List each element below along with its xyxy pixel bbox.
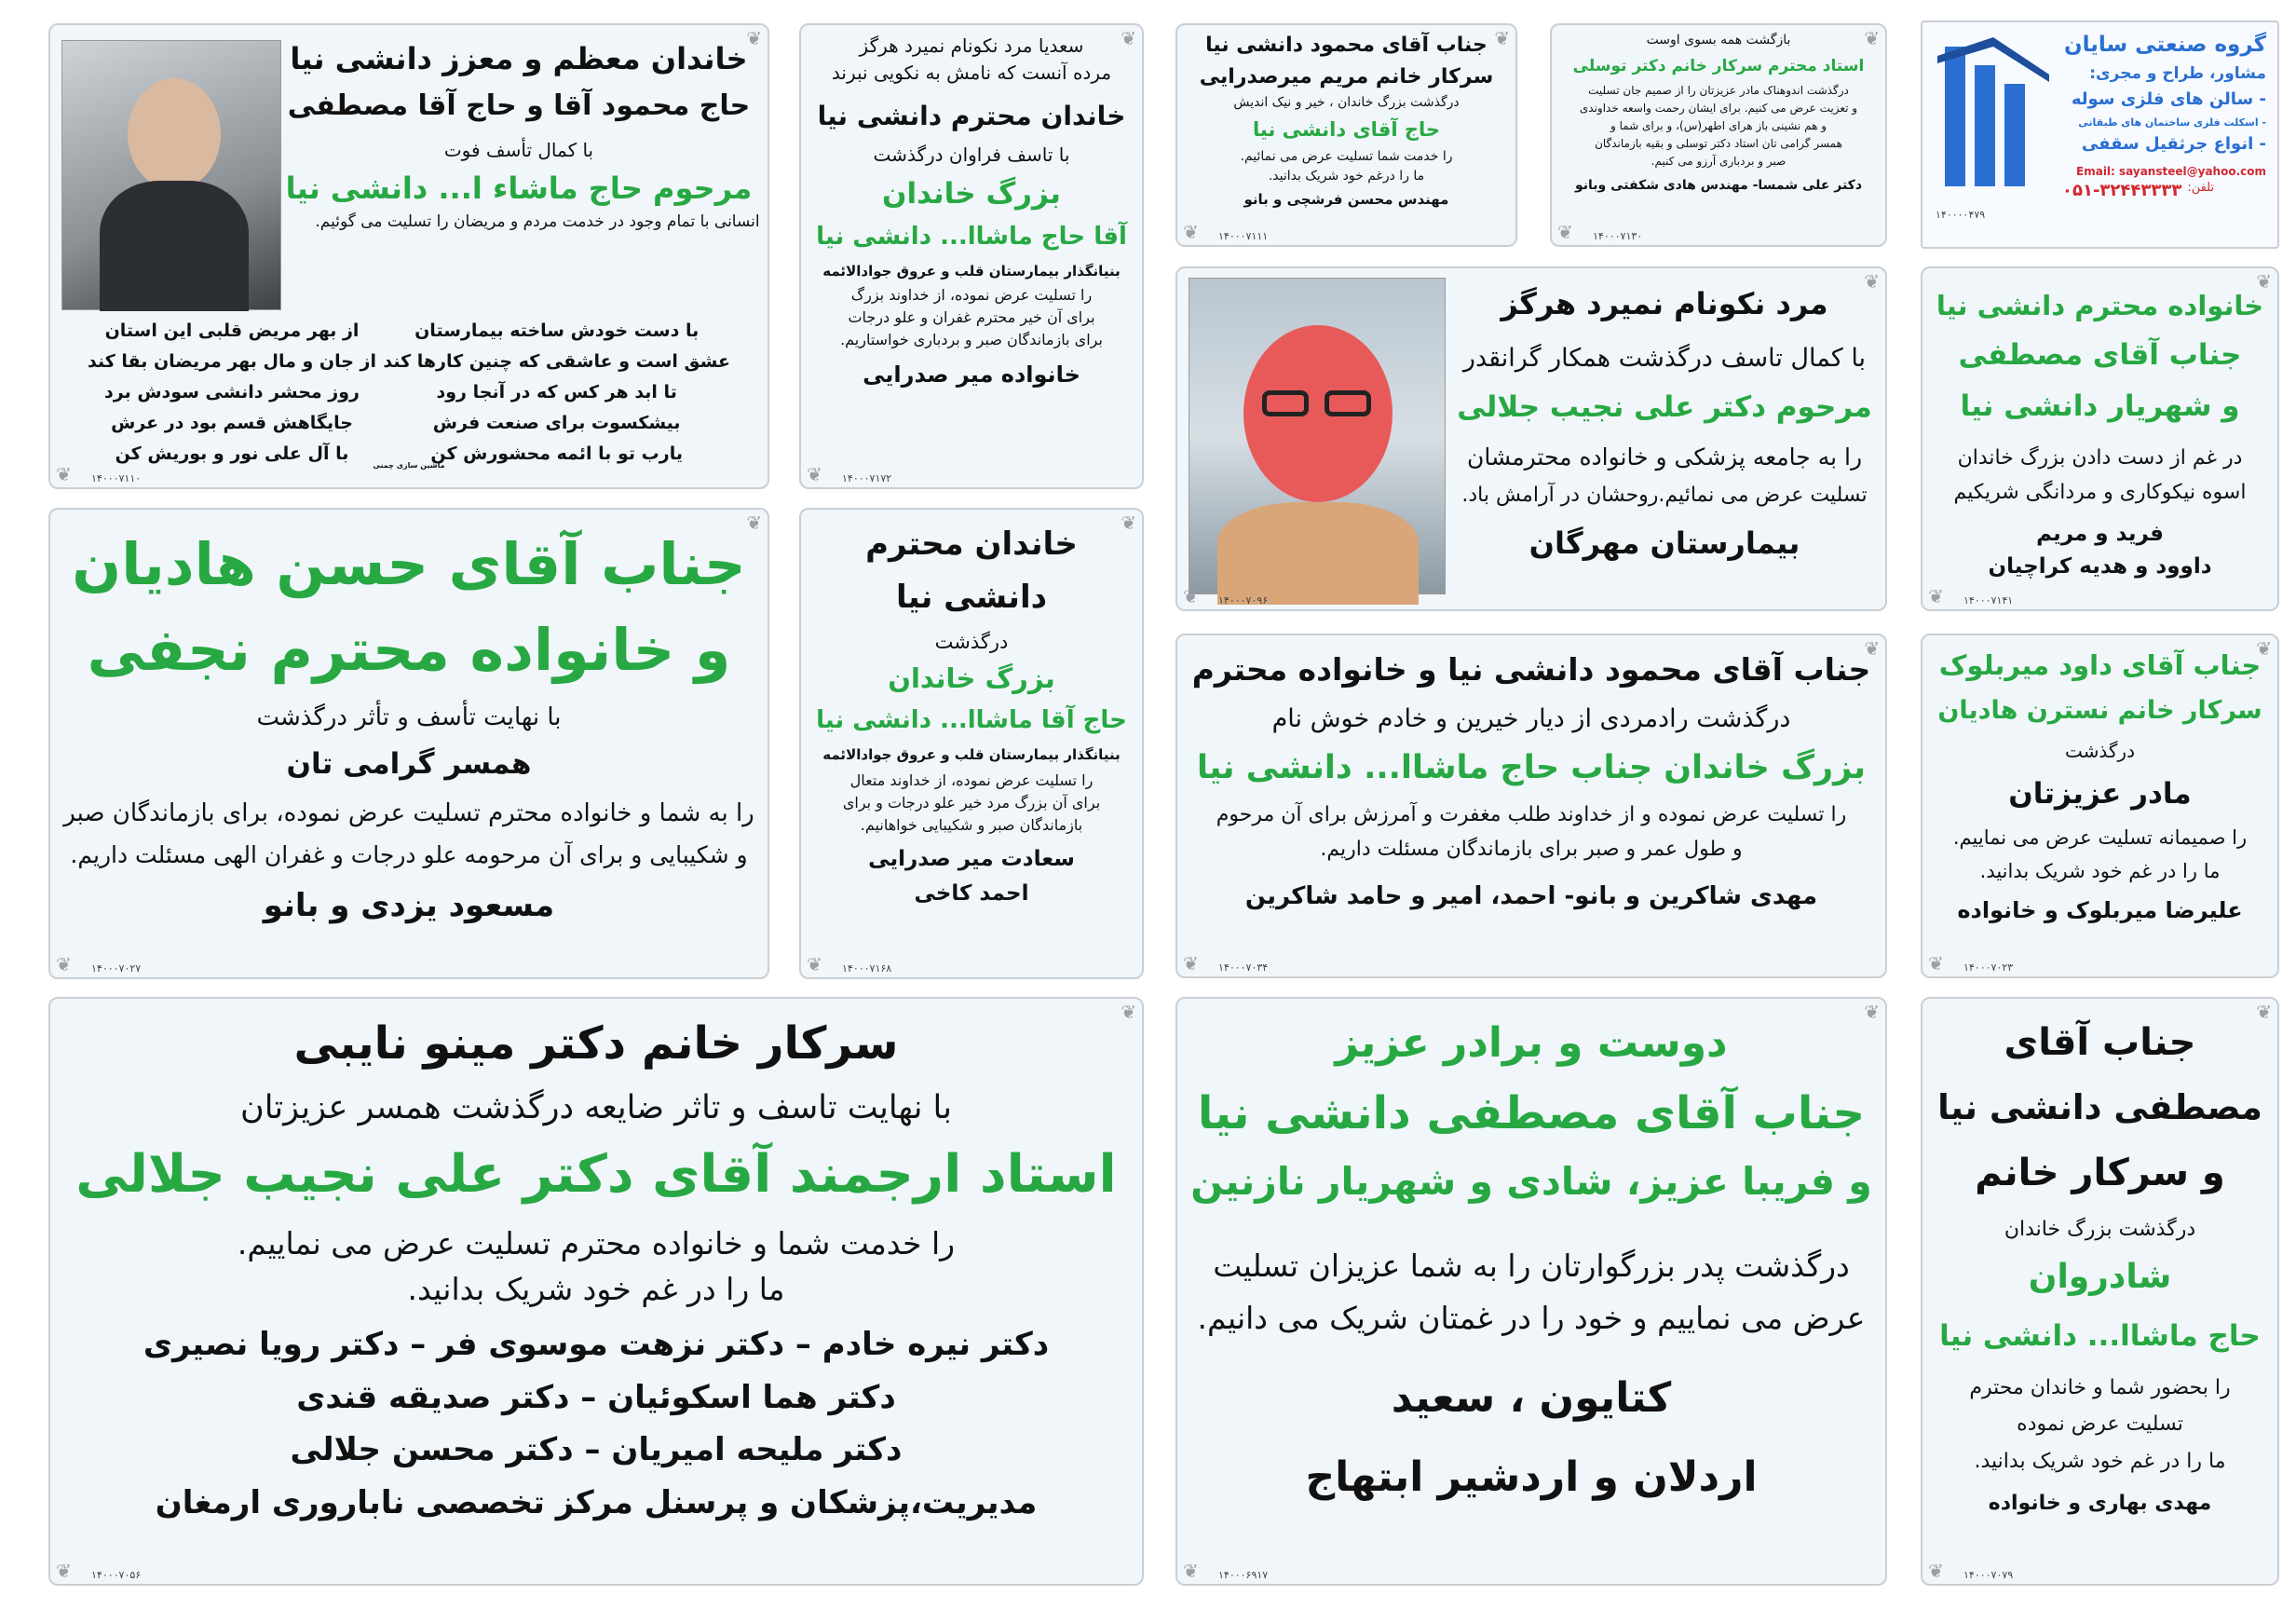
ad9-line1: درگذشت <box>934 631 1009 653</box>
ad1-poem <box>88 316 730 470</box>
ad5-phone: ۰۵۱-۳۲۴۴۳۳۳۳ <box>2062 180 2182 200</box>
ad9-line3: را تسلیت عرض نموده، از خداوند متعال <box>849 771 1094 789</box>
ad2-g1: بزرگ خاندان <box>882 177 1061 211</box>
ad2-poem2: مرده آنست که نامش به نکویی نبرند <box>831 61 1112 84</box>
building-logo-icon <box>1937 37 2049 196</box>
ad3-line1: جناب آقای محمود دانشی نیا <box>1205 34 1488 57</box>
corner-ornament-icon: ❦ <box>1864 637 1880 660</box>
ad7-g3: و شهریار دانشی نیا <box>1960 389 2240 423</box>
ad14-line1: درگذشت بزرگ خاندان <box>2004 1218 2196 1242</box>
ad4-line4: و هم نشینی باز هرای اطهر(س)، و برای شما و <box>1610 118 1827 132</box>
corner-ornament-icon: ❦ <box>2256 270 2272 293</box>
ad8-g1: جناب آقای حسن هادیان <box>72 530 746 598</box>
ad14-code: ۱۴۰۰۰۷۰۷۹ <box>1963 1569 2014 1581</box>
ad8-line2: را به شما و خانواده محترم تسلیت عرض نموده، برای بازماندگان صبر <box>63 799 754 828</box>
ad6-name: مرحوم دکتر علی نجیب جلالی <box>1457 389 1872 424</box>
ad11-code: ۱۴۰۰۰۷۰۲۳ <box>1963 962 2014 974</box>
ad12-s2: دکتر هما اسکوئیان – دکتر صدیقه قندی <box>296 1378 896 1416</box>
corner-ornament-icon: ❦ <box>1494 27 1510 49</box>
ad7-line2: اسوه نیکوکاری و مردانگی شریکیم <box>1953 481 2247 505</box>
ad7-g1: خانواده محترم دانشی نیا <box>1936 290 2264 321</box>
ad8-code: ۱۴۰۰۰۷۰۲۷ <box>91 962 142 975</box>
corner-ornament-icon: ❦ <box>1557 221 1573 243</box>
poem-line: با دست خودش ساخته بیمارستان <box>414 321 700 341</box>
ad5-l1: مشاور، طراح و مجری: <box>2089 63 2266 83</box>
corner-ornament-icon: ❦ <box>1183 1560 1199 1582</box>
ad10-code: ۱۴۰۰۰۷۰۳۴ <box>1218 962 1269 974</box>
ad13-g3: و فریبا عزیز، شادی و شهریار نازنین <box>1190 1159 1872 1204</box>
ad8-sign: مسعود یزدی و بانو <box>263 887 555 924</box>
condolence-ad-mirsadraei <box>799 23 1144 489</box>
ad12-line3: ما را در غم خود شریک بدانید. <box>407 1271 785 1307</box>
corner-ornament-icon: ❦ <box>746 511 762 534</box>
ad2-code: ۱۴۰۰۰۷۱۷۲ <box>842 472 892 484</box>
condolence-ad-hadian-najafi <box>48 508 769 979</box>
ad3-sign: مهندس محسن فرشچی و بانو <box>1243 190 1449 208</box>
ad14-g1: شادروان <box>2028 1257 2172 1296</box>
corner-ornament-icon: ❦ <box>56 953 72 975</box>
ad10-line2: را تسلیت عرض نموده و از خداوند طلب مغفرت و آمرزش برای آن مرحوم <box>1216 802 1847 826</box>
ad11-line1: درگذشت <box>2065 740 2135 762</box>
corner-ornament-icon: ❦ <box>1928 1560 1944 1582</box>
ad14-line2: را بحضور شما و خاندان محترم <box>1969 1375 2231 1399</box>
ad10-title: جناب آقای محمود دانشی نیا و خانواده محترم <box>1191 651 1871 688</box>
ad12-line1: با نهایت تاسف و تاثر ضایعه درگذشت همسر عزیزتان <box>240 1089 952 1126</box>
corner-ornament-icon: ❦ <box>1121 1001 1136 1023</box>
corner-ornament-icon: ❦ <box>56 1560 72 1582</box>
ad2-line1: با تاسف فراوان درگذشت <box>873 143 1070 166</box>
photo-man-glasses <box>1189 278 1446 594</box>
ad14-line4: ما را در غم خود شریک بدانید. <box>1974 1449 2226 1473</box>
ad9-g2: حاج آقا ماشاا... دانشی نیا <box>816 705 1127 734</box>
ad2-line3: را تسلیت عرض نموده، از خداوند بزرگ <box>850 286 1093 304</box>
ad13-line2: عرض می نماییم و خود را در غمتان شریک می دانیم. <box>1197 1299 1866 1336</box>
ad12-s3: دکتر ملیحه امیریان – دکتر محسن جلالی <box>290 1431 903 1469</box>
ad11-g1: جناب آقای داود میربلوک <box>1938 649 2262 681</box>
corner-ornament-icon: ❦ <box>1928 585 1944 607</box>
ad3-line5: ما را درغم خود شریک بدانید. <box>1268 169 1425 184</box>
ad5-l4: - انواع جرثقیل سقفی <box>2081 134 2266 155</box>
ad5-phone-label: تلفن: <box>2187 180 2215 195</box>
ad2-g2: آقا حاج ماشاا... دانشی نیا <box>816 222 1127 251</box>
ad2-title: خاندان محترم دانشی نیا <box>817 101 1126 131</box>
poem-line: بیشکسوت برای صنعت فرش <box>432 413 681 433</box>
ad2-line4: برای آن خیر محترم غفران و علو درجات <box>848 308 1095 326</box>
ad2-sign: خانواده میر صدرایی <box>863 361 1080 388</box>
ad13-g1: دوست و برادر عزیز <box>1335 1019 1728 1067</box>
ad9-line2: بنیانگذار بیمارستان قلب و عروق جوادالائمه <box>822 746 1121 763</box>
ad12-name: استاد ارجمند آقای دکتر علی نجیب جلالی <box>75 1143 1117 1205</box>
ad6-line1: با کمال تاسف درگذشت همکار گرانقدر <box>1462 344 1867 373</box>
ad14-b1: جناب آقای <box>2004 1021 2196 1064</box>
corner-ornament-icon: ❦ <box>1183 585 1199 607</box>
ad8-line3: و شکیبایی و برای آن مرحومه علو درجات و غفران الهی مسئلت داریم. <box>70 840 748 868</box>
ad14-b3: و سرکار خانم <box>1975 1152 2225 1195</box>
ad6-sign: بیمارستان مهرگان <box>1528 525 1800 562</box>
ad5-title: گروه صنعتی سایان <box>2064 33 2266 57</box>
ad4-line2: درگذشت اندوهناک مادر عزیزتان را از صمیم جان تسلیت <box>1588 83 1849 97</box>
condolence-ad-tavassoli <box>1550 23 1887 247</box>
ad1-code: ۱۴۰۰۰۷۱۱۰ <box>91 472 142 484</box>
corner-ornament-icon: ❦ <box>1864 270 1880 293</box>
ad10-sign: مهدی شاکرین و بانو- احمد، امیر و حامد شاکرین <box>1244 881 1818 910</box>
ad5-code: ۱۴۰۰۰۰۴۷۹ <box>1936 209 1986 221</box>
ad4-title: استاد محترم سرکار خانم دکتر توسلی <box>1572 56 1865 75</box>
ad8-g2: و خانواده محترم نجفی <box>87 615 731 684</box>
advert-sayan-industrial-group <box>1921 20 2279 249</box>
ad8-bold1: همسر گرامی تان <box>286 746 532 781</box>
ad13-code: ۱۴۰۰۰۶۹۱۷ <box>1218 1569 1269 1581</box>
ad1-line2: انسانی با تمام وجود در خدمت مردم و مریضان را تسلیت می گوئیم. <box>315 211 760 231</box>
ad3-line4: را خدمت شما تسلیت عرض می نمائیم. <box>1240 148 1453 164</box>
ad9-g1: بزرگ خاندان <box>888 662 1055 695</box>
photo-elderly-man <box>61 40 281 310</box>
ad8-line1: با نهایت تأسف و تأثر درگذشت <box>256 703 562 731</box>
ad6-line3: تسلیت عرض می نمائیم.روحشان در آرامش باد. <box>1461 483 1868 507</box>
ad3-line2: سرکار خانم مریم میرصدرایی <box>1199 64 1494 89</box>
ad10-line1: درگذشت رادمردی از دیار خیرین و خادم خوش نام <box>1271 704 1791 734</box>
condolence-ad-mirsadraei-kakhi <box>799 508 1144 979</box>
ad2-line2: بنیانگذار بیمارستان قلب و عروق جوادالائمه <box>822 263 1121 280</box>
ad3-name: حاج آقای دانشی نیا <box>1253 117 1440 141</box>
corner-ornament-icon: ❦ <box>1121 511 1136 534</box>
ad4-line3: و تعزیت عرض می کنیم. برای ایشان رحمت واسعه خداوندی <box>1579 101 1858 115</box>
corner-ornament-icon: ❦ <box>1928 952 1944 975</box>
ad7-g2: جناب آقای مصطفی <box>1958 338 2242 373</box>
ad2-line5: برای بازماندگان صبر و بردباری خواستاریم. <box>840 331 1103 348</box>
ad12-s4: مدیریت،پزشکان و پرسنل مرکز تخصصی ناباروری ارمغان <box>155 1483 1038 1521</box>
condolence-ad-mirbolouk <box>1921 634 2279 978</box>
condolence-ad-shakerin <box>1175 634 1887 978</box>
poem-line: از جان و مال بهر مریضان بقا کند <box>88 351 377 372</box>
ad6-poem: مرد نکونام نمیرد هرگز <box>1501 286 1828 321</box>
ad7-sign1: فرید و مریم <box>2036 521 2164 546</box>
corner-ornament-icon: ❦ <box>1864 1001 1880 1023</box>
ad3-code: ۱۴۰۰۰۷۱۱۱ <box>1218 230 1269 242</box>
ad13-g2: جناب آقای مصطفی دانشی نیا <box>1197 1087 1866 1139</box>
ad11-line2: را صمیمانه تسلیت عرض می نماییم. <box>1952 825 2248 849</box>
ad9-t2: دانشی نیا <box>895 578 1048 616</box>
ad9-sign2: احمد کاخی <box>914 880 1029 906</box>
corner-ornament-icon: ❦ <box>2256 1001 2272 1023</box>
ad1-name: مرحوم حاج ماشاء ا... دانشی نیا <box>285 170 753 206</box>
corner-ornament-icon: ❦ <box>807 463 822 485</box>
ad12-code: ۱۴۰۰۰۷۰۵۶ <box>91 1569 142 1581</box>
ad11-sign: علیرضا میربلوک و خانواده <box>1957 897 2243 924</box>
ad9-t1: خاندان محترم <box>865 525 1078 563</box>
ad4-line1: بازگشت همه بسوی اوست <box>1646 33 1791 48</box>
poem-line: از بهر مریض قلبی این استان <box>104 321 360 341</box>
ad7-code: ۱۴۰۰۰۷۱۴۱ <box>1963 594 2014 607</box>
corner-ornament-icon: ❦ <box>746 27 762 49</box>
condolence-ad-mehregan-hospital <box>1175 266 1887 611</box>
ad10-line3: و طول عمر و صبر برای بازماندگان مسئلت داریم. <box>1320 838 1743 862</box>
condolence-ad-bahari <box>1921 997 2279 1586</box>
ad13-line1: درگذشت پدر بزرگوارتان را به شما عزیزان تسلیت <box>1213 1248 1850 1285</box>
ad12-title: سرکار خانم دکتر مینو نایبی <box>293 1017 899 1070</box>
corner-ornament-icon: ❦ <box>1183 952 1199 975</box>
ad11-bold1: مادر عزیزتان <box>2008 777 2192 811</box>
ad4-line6: صبر و بردباری آرزو می کنیم. <box>1651 154 1787 168</box>
poem-line: عشق است و عاشقی که چنین کارها کند <box>383 351 730 372</box>
ad11-line3: ما را در غم خود شریک بدانید. <box>1979 860 2221 882</box>
corner-ornament-icon: ❦ <box>1183 221 1199 243</box>
ad13-sign2: اردلان و اردشیر ابتهاج <box>1305 1453 1758 1501</box>
ad1-sign: ماشین سازی چمنی <box>373 461 445 470</box>
corner-ornament-icon: ❦ <box>1121 27 1136 49</box>
ad9-line4: برای آن بزرگ مرد خیر علو درجات و برای <box>842 793 1101 812</box>
ad12-s1: دکتر نیره خادم – دکتر نزهت موسوی فر – دکتر رویا نصیری <box>143 1326 1050 1364</box>
poem-line: روز محشر دانشی سودش برد <box>104 382 360 402</box>
ad6-line2: را به جامعه پزشکی و خانواده محترمشان <box>1466 443 1863 471</box>
ad1-line1: با کمال تأسف فوت <box>443 138 594 161</box>
poem-line: با آل علی نور و بوریش کن <box>115 443 349 464</box>
ad9-line5: بازماندگان صبر و شکیبایی خواهانیم. <box>860 815 1083 834</box>
ad6-code: ۱۴۰۰۰۷۰۹۶ <box>1218 594 1269 607</box>
corner-ornament-icon: ❦ <box>2256 637 2272 660</box>
ad11-g2: سرکار خانم نسترن هادیان <box>1937 696 2262 726</box>
ad13-sign1: کتایون ، سعید <box>1391 1373 1672 1422</box>
condolence-ad-danishnia-chamani <box>48 23 769 489</box>
ad5-l3: - اسکلت فلزی ساختمان های طبقاتی <box>2078 116 2266 129</box>
ad4-code: ۱۴۰۰۰۷۱۳۰ <box>1593 230 1643 242</box>
ad12-line2: را خدمت شما و خانواده محترم تسلیت عرض می نماییم. <box>237 1224 956 1262</box>
poem-line: یارب تو با ائمه محشورش کن <box>430 443 683 464</box>
ad7-line1: در غم از دست دادن بزرگ خاندان <box>1957 445 2243 470</box>
ad14-sign: مهدی بهاری و خانواده <box>1988 1492 2212 1515</box>
ad10-name: بزرگ خاندان جناب حاج ماشاا... دانشی نیا <box>1197 749 1866 786</box>
ad14-b2: مصطفی دانشی نیا <box>1937 1087 2262 1127</box>
corner-ornament-icon: ❦ <box>56 463 72 485</box>
ad7-sign2: داوود و هدیه کراچیان <box>1988 553 2212 579</box>
ad2-poem1: سعدیا مرد نکونام نمیرد هرگز <box>859 34 1084 57</box>
ad5-l2: - سالن های فلزی سوله <box>2071 89 2266 109</box>
ad5-email: Email: sayansteel@yahoo.com <box>2076 164 2266 178</box>
ad14-g2: حاج ماشاا... دانشی نیا <box>1939 1318 2261 1353</box>
ad4-sign: دکتر علی شمسا- مهندس هادی شکفتی وبانو <box>1574 177 1863 193</box>
condolence-ad-farshchi <box>1175 23 1517 247</box>
corner-ornament-icon: ❦ <box>1864 27 1880 49</box>
poem-line: جایگاهش قسم بود در عرش <box>111 413 353 433</box>
condolence-ad-karachian <box>1921 266 2279 611</box>
ad4-line5: همسر گرامی تان استاد دکتر توسلی و بقیه بازماندگان <box>1595 136 1842 150</box>
ad3-line3: درگذشت بزرگ خاندان ، خیر و نیک اندیش <box>1233 95 1460 110</box>
ad9-sign1: سعادت میر صدرایی <box>868 846 1075 871</box>
ad9-code: ۱۴۰۰۰۷۱۶۸ <box>842 962 892 975</box>
ad14-line3: تسلیت عرض نموده <box>2017 1412 2183 1436</box>
ad1-title1: خاندان معظم و معزز دانشی نیا <box>290 41 748 76</box>
condolence-ad-ebtehaj <box>1175 997 1887 1586</box>
poem-line: تا ابد هر کس که در آنجا رود <box>436 382 677 402</box>
ad1-title2: حاج محمود آقا و حاج آقا مصطفی <box>287 89 751 122</box>
corner-ornament-icon: ❦ <box>807 953 822 975</box>
condolence-ad-armaghan-center <box>48 997 1144 1586</box>
